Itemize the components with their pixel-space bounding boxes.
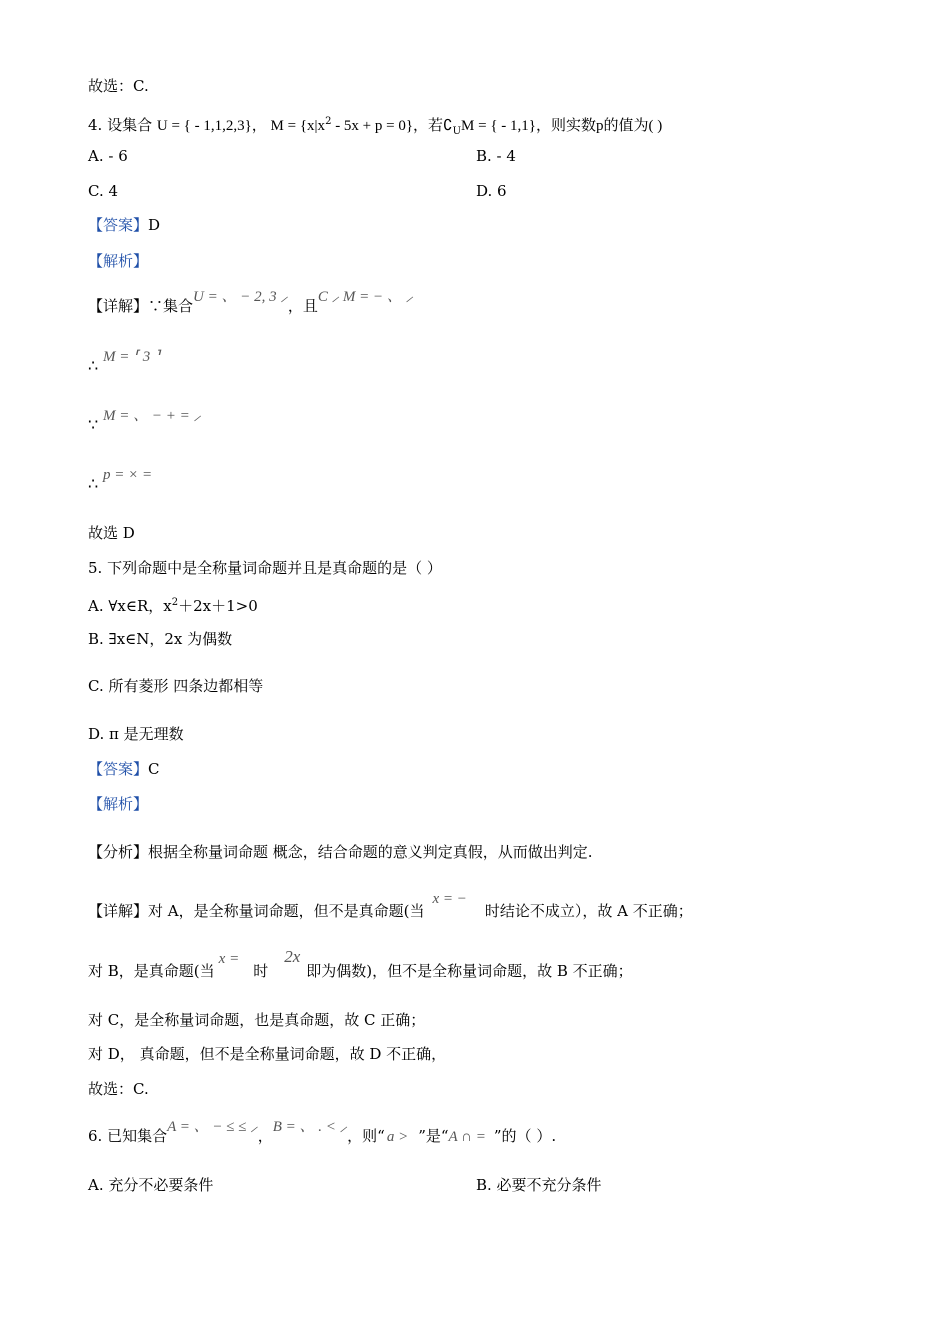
q5-stem: 5. 下列命题中是全称量词命题并且是真命题的是（ ） [88,559,442,577]
q5-conclusion: 故选：C. [88,1080,149,1098]
q5-detail-b-formula-2: 2x [284,947,301,966]
q4-step-1-formula: M = ⸢ 3 ⸣ [102,349,160,365]
q4-step-2-formula: M = 、 − + = ⸝ [102,408,201,424]
q4-stem [88,112,662,142]
q4-detail-formula-1: U = 、 − 2, 3 ⸝ [193,289,288,305]
q6-stem-4: ”是“ [418,1127,449,1145]
q4-stem-sub: U [452,126,462,137]
q5-option-a-prefix: A. ∀x∈R，x [88,597,172,615]
q5-detail-d: 对 D， 真命题，但不是全称量词命题，故 D 不正确， [88,1045,447,1063]
q6-stem-1: 6. 已知集合 [88,1127,168,1145]
q4-stem-math2: - 5x + p = 0}，若∁ [331,118,453,134]
q4-step-1 [88,349,160,377]
q4-stem-math: U = { - 1,1,2,3}， M = {x|x [156,118,326,134]
q4-stem-prefix: 4. 设集合 [88,116,153,134]
q4-detail [88,289,414,317]
q6-stem-5: ”的（ ）. [493,1127,557,1145]
q4-answer [88,215,160,235]
q5-detail-a-text2: 时结论不成立），故 A 不正确； [484,902,693,920]
q4-step-3 [88,467,153,495]
q4-stem-sup: 2 [325,116,332,127]
q5-fenxi-text: 根据全称量词命题 概念，结合命题的意义判定真假，从而做出判定. [148,843,593,861]
q6-option-a: A. 充分不必要条件 [88,1176,214,1194]
q5-detail-a-text1: 对 A，是全称量词命题，但不是真命题(当 [148,902,425,920]
q5-detail-b-text1: 对 B，是真命题(当 [88,962,215,980]
q4-analysis-tag: 【解析】 [88,252,149,270]
q4-detail-mid: ，且 [287,297,318,315]
q4-detail-formula-2: C ⸝ M = − 、 ⸝ [317,289,414,305]
q6-stem-3: ，则“ [347,1127,385,1145]
q5-detail-a-formula: x = − [432,891,467,907]
therefore-icon: ∴ [88,474,99,493]
q5-detail-c: 对 C，是全称量词命题，也是真命题，故 C 正确； [88,1011,426,1029]
because-icon: ∵ [88,415,99,434]
q4-detail-text: ∵集合 [148,297,194,315]
q4-option-b: B. - 4 [476,147,516,165]
q5-answer-value: C [148,760,160,778]
q6-formula-d: A ∩ = [448,1129,486,1145]
q5-detail-b-text2: 时 [253,962,269,980]
q4-answer-value: D [148,216,161,234]
q5-answer [88,759,160,779]
q6-formula-b: B = 、 . < ⸝ [272,1119,348,1135]
q5-detail-b-text3: 即为偶数)，但不是全称量词命题，故 B 不正确； [306,962,633,980]
q5-answer-tag: 【答案】 [88,760,149,778]
q4-option-c: C. 4 [88,182,119,200]
q4-conclusion: 故选 D [88,524,135,542]
q5-detail-b-formula-1: x = [218,951,240,967]
q4-stem-math3: M = { - 1,1}，则实数p的值为( ) [461,118,663,134]
q5-detail-b [88,947,633,982]
q5-option-a [88,593,258,616]
q6-stem [88,1119,557,1147]
q6-stem-2: ， [257,1127,273,1145]
q4-detail-tag: 【详解】 [88,297,149,315]
q5-detail-tag: 【详解】 [88,902,149,920]
q5-option-d: D. π 是无理数 [88,725,184,743]
q6-option-b: B. 必要不充分条件 [476,1176,602,1194]
q5-option-b: B. ∃x∈N，2x 为偶数 [88,630,233,648]
q6-formula-c: a > [386,1129,409,1145]
q4-step-3-formula: p = × = [102,467,153,483]
q4-option-d: D. 6 [476,182,507,200]
therefore-icon: ∴ [88,356,99,375]
q5-option-c: C. 所有菱形 四条边都相等 [88,677,264,695]
q5-option-a-suffix: ＋2x＋1>0 [178,597,258,615]
q4-answer-tag: 【答案】 [88,216,149,234]
q5-fenxi-tag: 【分析】 [88,843,149,861]
q6-formula-a: A = 、 − ≤ ≤ ⸝ [167,1119,258,1135]
q5-fenxi [88,842,593,862]
q4-step-2 [88,408,201,436]
q5-detail-a [88,891,693,922]
q3-conclusion: 故选：C. [88,77,149,95]
q5-analysis-tag: 【解析】 [88,795,149,813]
q4-option-a: A. - 6 [88,147,128,165]
q5-option-a-sup: 2 [171,597,179,608]
